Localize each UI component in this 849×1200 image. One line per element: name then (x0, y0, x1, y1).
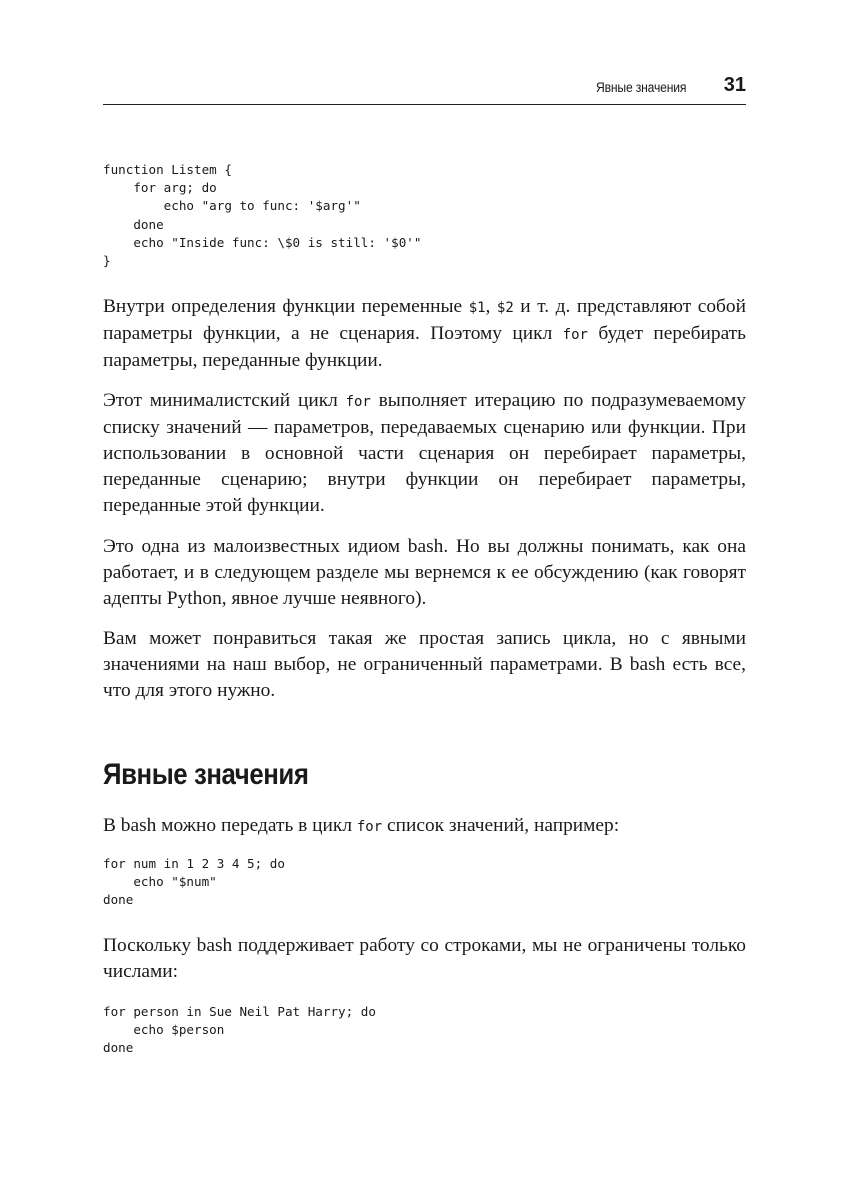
code-line: } (103, 253, 111, 269)
inline-code: $1 (468, 300, 486, 316)
paragraph-explicit-values-intro: Вам может понравиться такая же простая запись цикла, но с явными значениями на наш выбор, не ограниченный параметрами. В bash есть все, что для этого нужно. (103, 628, 746, 701)
inline-code: for (345, 394, 371, 410)
paragraph-function-parameters: Внутри определения функции переменные $1, $2 и т. д. представляют собой параметры функции, а не сценария. Поэтому цикл for будет перебирать параметры, переданные функции. (103, 296, 746, 371)
code-line: function Listem { (103, 162, 232, 177)
code-block-for-person (103, 1003, 376, 1058)
page-header (103, 72, 746, 105)
running-title: Явные значения (595, 80, 686, 95)
section-heading: Явные значения (103, 758, 309, 791)
code-line: echo "Inside func: \$0 is still: '$0'" (103, 234, 422, 250)
code-line: done (103, 1040, 134, 1056)
code-line: echo $person (103, 1022, 225, 1038)
inline-code: for (562, 327, 588, 343)
inline-code: $2 (496, 300, 514, 316)
code-line: done (103, 216, 164, 232)
code-line: done (103, 892, 134, 908)
paragraph-for-value-list: В bash можно передать в цикл for список значений, например: (103, 815, 620, 836)
code-line: for arg; do (103, 180, 217, 196)
code-line: for person in Sue Neil Pat Harry; do (103, 1004, 376, 1019)
code-line: echo "$num" (103, 874, 217, 890)
paragraph-strings-support: Поскольку bash поддерживает работу со строками, мы не ограничены только числами: (103, 935, 746, 982)
code-block-for-num (103, 855, 285, 910)
paragraph-minimalist-loop: Этот минималистский цикл for выполняет итерацию по подразумеваемому списку значений — параметров, передаваемых сценарию или функции. При использовании в основной части сценария он перебирает параметры, переданные сценарию; внутри функции он перебирает параметры, переданные этой функции. (103, 390, 746, 516)
paragraph-bash-idiom: Это одна из малоизвестных идиом bash. Но вы должны понимать, как она работает, и в следующем разделе мы вернемся к ее обсуждению (как говорят адепты Python, явное лучше неявного). (103, 536, 746, 609)
code-line: for num in 1 2 3 4 5; do (103, 856, 285, 871)
code-line: echo "arg to func: '$arg'" (103, 198, 361, 214)
page-number: 31 (723, 74, 746, 96)
code-block-listem-function (103, 161, 421, 270)
inline-code: for (356, 819, 383, 835)
